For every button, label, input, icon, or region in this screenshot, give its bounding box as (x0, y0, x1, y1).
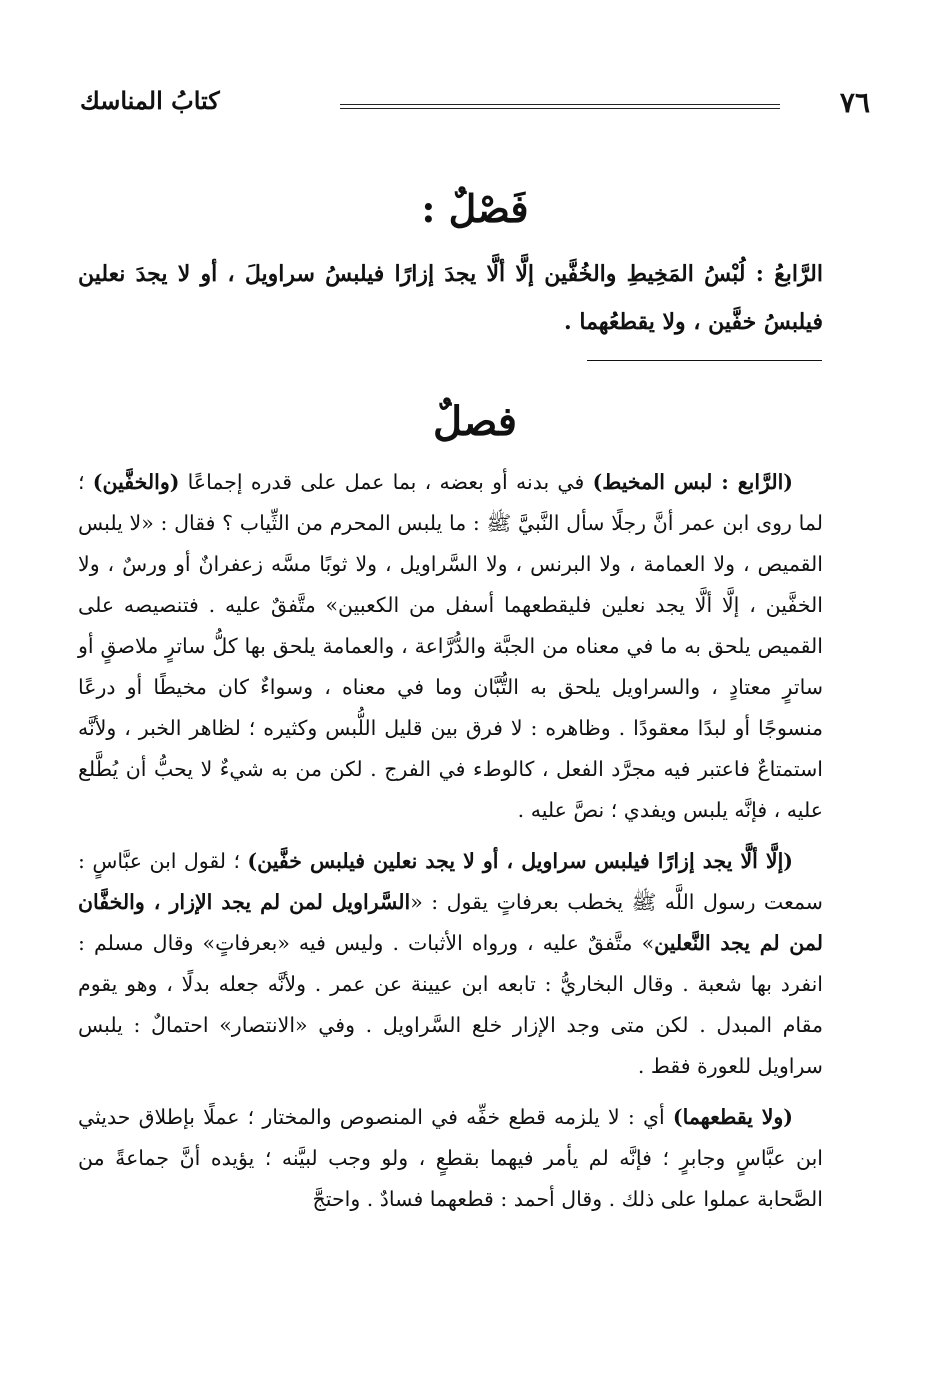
sharh-section-heading: فصلٌ (432, 398, 518, 445)
lemma: (الرَّابع : لبس المخيط) (592, 470, 793, 494)
matn-text: الرَّابعُ : لُبْسُ المَخِيطِ والخُفَّين إلَّا ألَّا يجدَ إزارًا فيلبسُ سراويلَ ، أو لا يجدَ نعلين فيلبسُ خفَّين ، ولا يقطعُهما . (78, 261, 823, 335)
commentary (78, 462, 823, 1230)
commentary-text: » متَّفقٌ عليه ، ورواه الأثبات . وليس فيه «بعرفاتٍ» وقال مسلم : انفرد بها شعبة . وقال البخاريُّ : تابعه ابن عيينة عن عمر . ولأنَّه جعله بدلًا ، وهو يقوم مقام المبدل . لكن متى وجد الإزار خلع السَّراويل . وفي «الانتصار» احتمالٌ : يلبس سراويل للعورة فقط . (78, 931, 823, 1078)
commentary-text: ؛ لقول ابن عبَّاسٍ : سمعت رسول اللَّه ﷺ يخطب بعرفاتٍ يقول : « (78, 849, 823, 914)
section-separator (587, 360, 822, 361)
running-header (80, 82, 870, 122)
commentary-text: أي : لا يلزمه قطع خفِّه في المنصوص والمختار ؛ عملًا بإطلاق حديثي ابن عبَّاسٍ وجابرٍ ؛ فإنَّه لم يأمر فيهما بقطعٍ ، ولو وجب لبيَّنه ؛ يؤيده أنَّ جماعةً من الصَّحابة عملوا على ذلك . وقال أحمد : قطعهما فسادٌ . واحتجَّ (78, 1105, 823, 1211)
lemma: (والخفَّين) (92, 470, 180, 494)
lemma: (ولا يقطعهما) (672, 1105, 793, 1129)
commentary-paragraph (78, 462, 823, 831)
page-number: ٧٦ (839, 86, 870, 119)
commentary-paragraph (78, 1097, 823, 1220)
commentary-text: ؛ لما روى ابن عمر أنَّ رجلًا سأل النَّبيَّ ﷺ : ما يلبس المحرم من الثِّياب ؟ فقال : «لا يلبس القميص ، ولا العمامة ، ولا البرنس ، ولا السَّراويل ، ولا ثوبًا مسَّه زعفرانٌ أو ورسٌ ، ولا الخفَّين ، إلَّا ألَّا يجد نعلين فليقطعهما أسفل من الكعبين» متَّفقٌ عليه . فتنصيصه على القميص يلحق به ما في معناه من الجبَّة والدُّرَّاعة ، والعمامة يلحق بها كلُّ ساترٍ ملاصقٍ أو ساترٍ معتادٍ ، والسراويل يلحق به التُّبَّان وما في معناه ، وسواءٌ كان مخيطًا أو درعًا منسوجًا أو لبدًا معقودًا . وظاهره : لا فرق بين قليل اللُّبس وكثيره ؛ لظاهر الخبر ، ولأنَّه استمتاعٌ فاعتبر فيه مجرَّد الفعل ، كالوطء في الفرج . لكن من به شيءٌ لا يحبُّ أن يُطَّلع عليه ، فإنَّه يلبس ويفدي ؛ نصَّ عليه . (78, 470, 823, 822)
commentary-paragraph (78, 841, 823, 1087)
header-rule (340, 104, 780, 109)
commentary-text: في بدنه أو بعضه ، بما عمل على قدره إجماعًا (179, 470, 593, 494)
hadith-quote: السَّراويل لمن لم يجد الإزار ، والخفَّان لمن لم يجد النَّعلين (78, 890, 823, 955)
book-title: كتابُ المناسك (80, 86, 220, 115)
lemma: (إلَّا ألَّا يجد إزارًا فيلبس سراويل ، أو لا يجد نعلين فيلبس خفَّين) (247, 849, 793, 873)
matn-section-heading: فَصْلٌ : (421, 186, 529, 231)
